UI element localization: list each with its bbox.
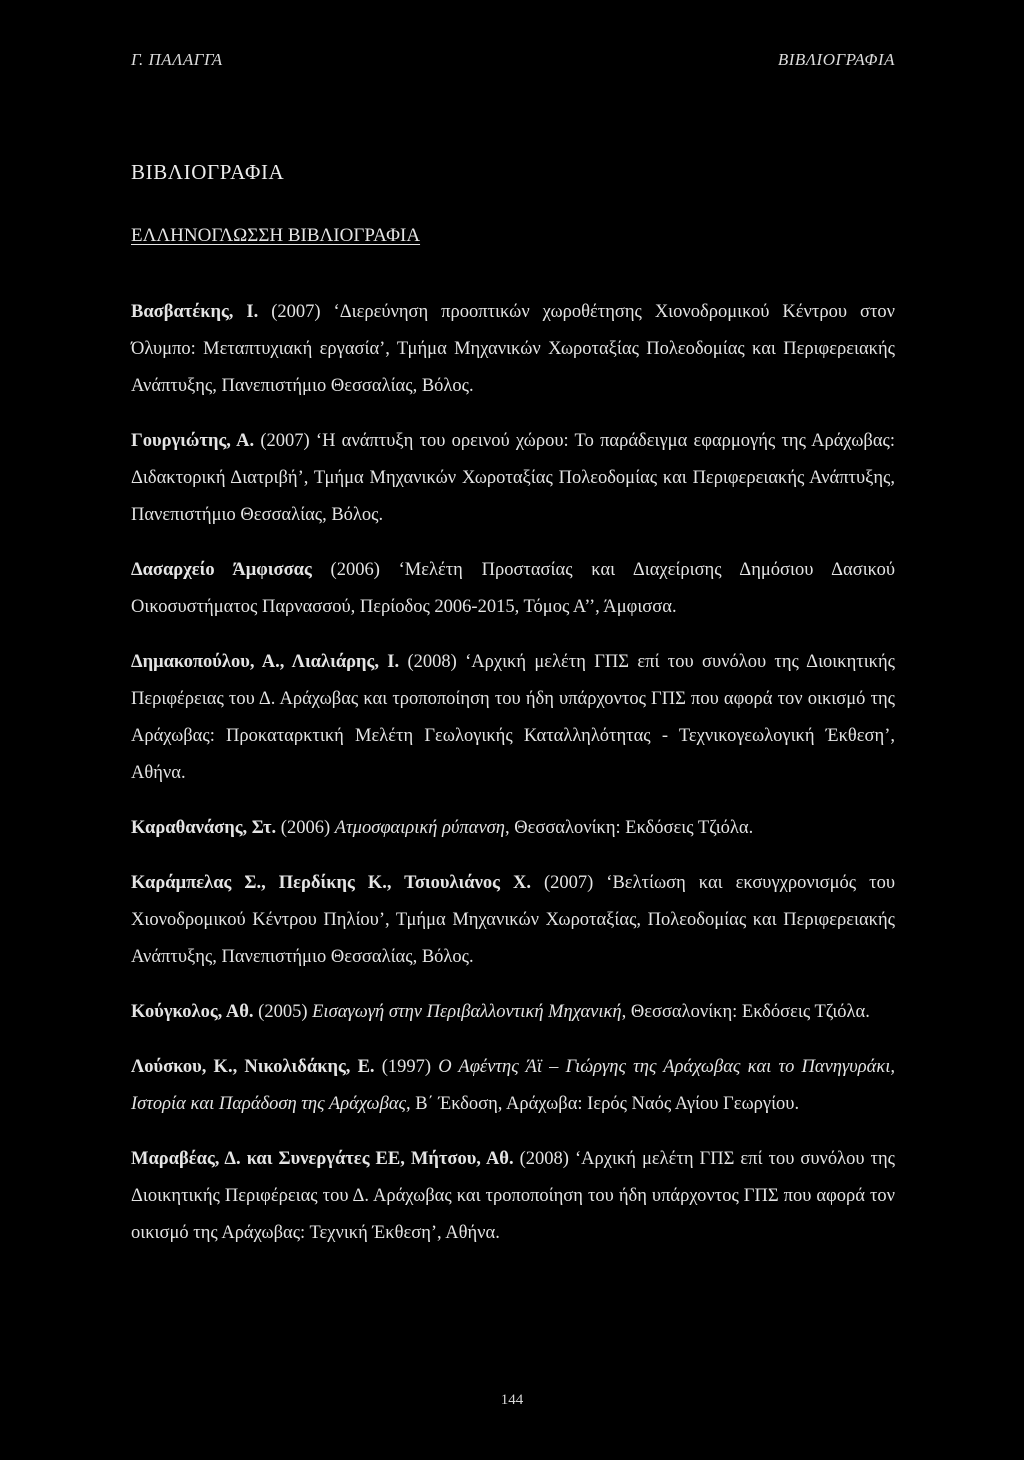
reference-entry: [131, 423, 895, 534]
reference-title: Ατμοσφαιρική ρύπανση: [334, 818, 505, 838]
reference-authors: Δημακοπούλου, Α., Λιαλιάρης, Ι.: [131, 652, 400, 672]
reference-authors: Λούσκου, Κ., Νικολιδάκης, Ε.: [131, 1057, 375, 1077]
reference-authors: Δασαρχείο Άμφισσας: [131, 560, 312, 580]
reference-list: [131, 294, 895, 1270]
reference-entry: [131, 644, 895, 792]
reference-text: (2007) ‘Διερεύνηση προοπτικών χωροθέτησης Χιονοδρομικού Κέντρου στον Όλυμπο: Μεταπτυχιακή εργασία’, Τμήμα Μηχανικών Χωροταξίας Πολεοδομίας και Περιφερειακής Ανάπτυξης, Πανεπιστήμιο Θεσσαλίας, Βόλος.: [131, 302, 895, 396]
reference-title: Εισαγωγή στην Περιβαλλοντική Μηχανική: [312, 1002, 622, 1022]
reference-authors: Γουργιώτης, Α.: [131, 431, 255, 451]
reference-authors: Βασβατέκης, Ι.: [131, 302, 259, 322]
reference-publisher: , Β΄ Έκδοση, Αράχωβα: Ιερός Ναός Αγίου Γεωργίου.: [406, 1094, 800, 1114]
reference-entry: [131, 552, 895, 626]
reference-authors: Καράμπελας Σ., Περδίκης Κ., Τσιουλιάνος Χ.: [131, 873, 531, 893]
header-author: Γ. ΠΑΛΑΓΓΑ: [131, 50, 223, 69]
reference-title: Ο Αφέντης Άϊ – Γιώργης της Αράχωβας και το Πανηγυράκι, Ιστορία και Παράδοση της Αράχωβας: [131, 1057, 896, 1114]
reference-publisher: , Θεσσαλονίκη: Εκδόσεις Τζιόλα.: [504, 818, 754, 838]
reference-year: (2006): [276, 818, 335, 838]
page-title: ΒΙΒΛΙΟΓΡΑΦΙΑ: [131, 160, 285, 184]
reference-authors: Κούγκολος, Αθ.: [131, 1002, 254, 1022]
reference-authors: Καραθανάσης, Στ.: [131, 818, 277, 838]
reference-entry: [131, 810, 895, 847]
running-header: [131, 50, 895, 70]
reference-text: (2008) ‘Αρχική μελέτη ΓΠΣ επί του συνόλου της Διοικητικής Περιφέρειας του Δ. Αράχωβας και τροποποίηση του ήδη υπάρχοντος ΓΠΣ που αφορά τον οικισμό της Αράχωβας: Προκαταρκτική Μελέτη Γεωλογικής Καταλληλότητας - Τεχνικογεωλογική Έκθεση’, Αθήνα.: [131, 652, 896, 783]
reference-publisher: , Θεσσαλονίκη: Εκδόσεις Τζιόλα.: [621, 1002, 870, 1022]
reference-text: (2007) ‘Η ανάπτυξη του ορεινού χώρου: Το παράδειγμα εφαρμογής της Αράχωβας: Διδακτορική Διατριβή’, Τμήμα Μηχανικών Χωροταξίας Πολεοδομίας και Περιφερειακής Ανάπτυξης, Πανεπιστήμιο Θεσσαλίας, Βόλος.: [131, 431, 895, 525]
reference-text: (2008) ‘Αρχική μελέτη ΓΠΣ επί του συνόλου της Διοικητικής Περιφέρειας του Δ. Αράχωβας και τροποποίηση του ήδη υπάρχοντος ΓΠΣ που αφορά τον οικισμό της Αράχωβας: Τεχνική Έκθεση’, Αθήνα.: [131, 1149, 895, 1243]
header-section: ΒΙΒΛΙΟΓΡΑΦΙΑ: [777, 50, 895, 69]
reference-entry: [131, 865, 895, 976]
reference-year: (1997): [374, 1057, 439, 1077]
reference-text: (2007) ‘Βελτίωση και εκσυγχρονισμός του Χιονοδρομικού Κέντρου Πηλίου’, Τμήμα Μηχανικών Χωροταξίας, Πολεοδομίας και Περιφερειακής Ανάπτυξης, Πανεπιστήμιο Θεσσαλίας, Βόλος.: [131, 873, 895, 967]
reference-text: (2006) ‘Μελέτη Προστασίας και Διαχείρισης Δημόσιου Δασικού Οικοσυστήματος Παρνασσού, Περίοδος 2006-2015, Τόμος Α’’, Άμφισσα.: [131, 560, 895, 617]
reference-entry: [131, 294, 895, 405]
reference-entry: [131, 1049, 895, 1123]
reference-authors: Μαραβέας, Δ. και Συνεργάτες ΕΕ, Μήτσου, Αθ.: [131, 1149, 514, 1169]
section-subtitle: ΕΛΛΗΝΟΓΛΩΣΣΗ ΒΙΒΛΙΟΓΡΑΦΙΑ: [131, 225, 421, 246]
reference-entry: [131, 1141, 895, 1252]
reference-entry: [131, 994, 895, 1031]
reference-year: (2005): [253, 1002, 313, 1022]
page-number: 144: [500, 1392, 524, 1408]
